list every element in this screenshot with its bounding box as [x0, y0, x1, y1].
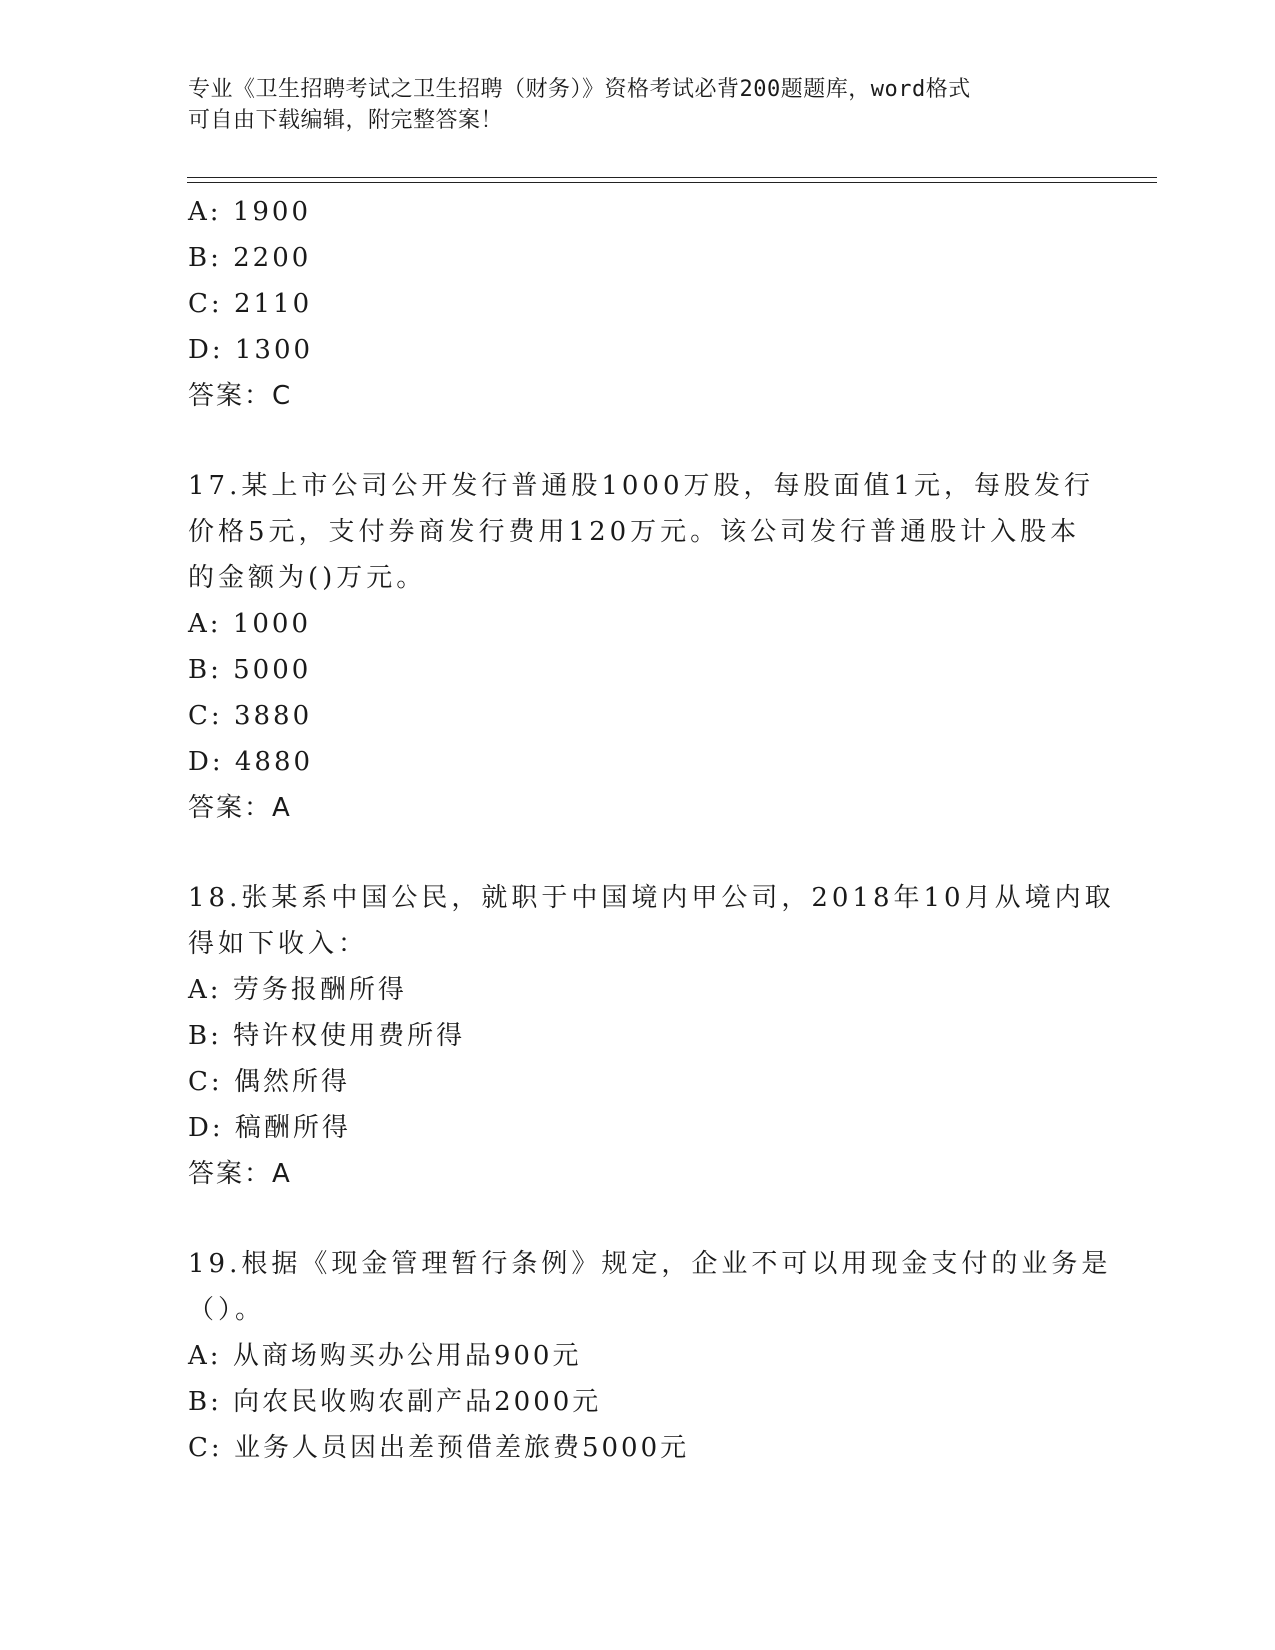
option-c: C: 2110 [188, 289, 313, 319]
header-divider-top [187, 177, 1157, 178]
question-text-line: 的金额为()万元。 [188, 563, 427, 593]
option-b: B: 2200 [188, 243, 312, 273]
question-text-line: （）。 [188, 1295, 266, 1325]
option-a: A: 1000 [188, 609, 311, 639]
answer-line: 答案：A [188, 793, 292, 823]
option-a: A: 劳务报酬所得 [188, 975, 407, 1005]
question-17 [188, 463, 1095, 831]
question-16-continued [188, 189, 1088, 419]
question-text-line: 19.根据《现金管理暂行条例》规定，企业不可以用现金支付的业务是 [188, 1249, 1112, 1279]
answer-line: 答案：A [188, 1159, 292, 1189]
question-text-line: 得如下收入： [188, 929, 369, 959]
option-c: C: 3880 [188, 701, 313, 731]
option-a: A: 1900 [188, 197, 311, 227]
option-c: C: 偶然所得 [188, 1067, 350, 1097]
document-header [188, 74, 1068, 136]
option-b: B: 向农民收购农副产品2000元 [188, 1387, 602, 1417]
question-text-line: 价格5元，支付券商发行费用120万元。该公司发行普通股计入股本 [188, 517, 1081, 547]
option-c: C: 业务人员因出差预借差旅费5000元 [188, 1433, 690, 1463]
option-d: D: 4880 [188, 747, 314, 777]
option-b: B: 5000 [188, 655, 312, 685]
option-d: D: 1300 [188, 335, 314, 365]
question-19 [188, 1241, 1112, 1471]
option-d: D: 稿酬所得 [188, 1113, 351, 1143]
document-body [188, 189, 1115, 1471]
question-text-line: 17.某上市公司公开发行普通股1000万股，每股面值1元，每股发行 [188, 471, 1095, 501]
option-b: B: 特许权使用费所得 [188, 1021, 466, 1051]
question-text-line: 18.张某系中国公民，就职于中国境内甲公司，2018年10月从境内取 [188, 883, 1115, 913]
answer-line: 答案：C [188, 381, 293, 411]
header-line-1: 专业《卫生招聘考试之卫生招聘（财务）》资格考试必背200题题库，word格式 [188, 77, 971, 102]
question-18 [188, 875, 1115, 1197]
option-a: A: 从商场购买办公用品900元 [188, 1341, 582, 1371]
header-line-2: 可自由下载编辑，附完整答案！ [188, 108, 504, 133]
header-divider-bottom [187, 182, 1157, 183]
